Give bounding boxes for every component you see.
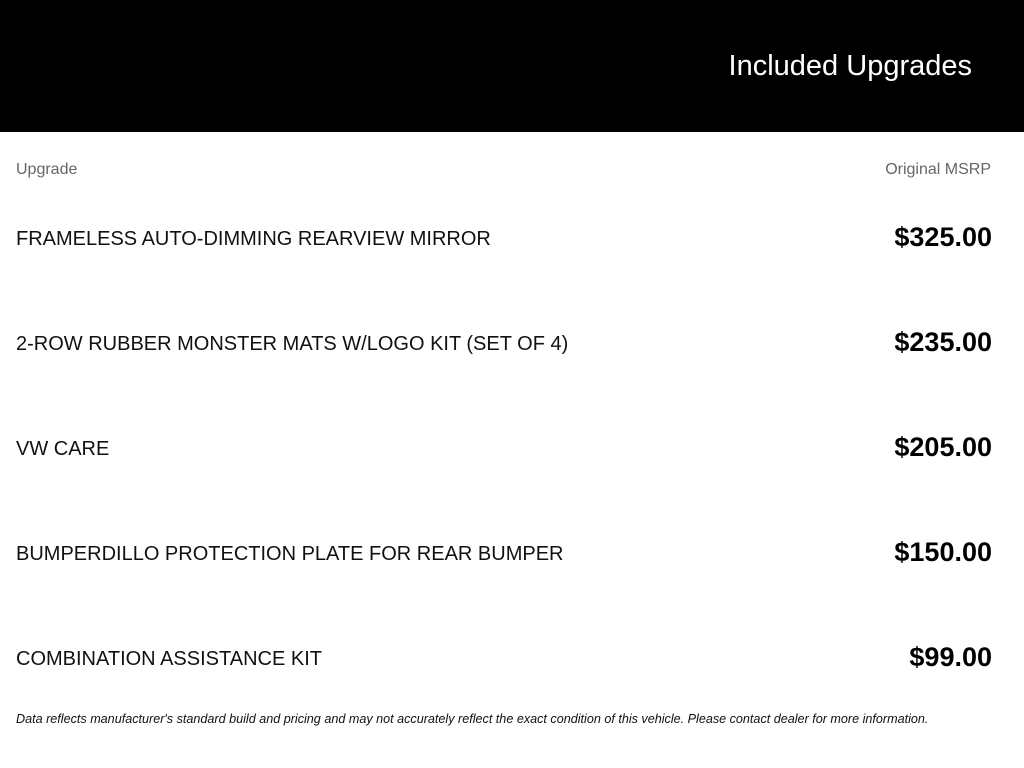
- upgrade-price: $325.00: [894, 222, 992, 252]
- column-header-msrp: Original MSRP: [885, 161, 991, 178]
- list-item: [0, 497, 1024, 602]
- upgrade-name: BUMPERDILLO PROTECTION PLATE FOR REAR BUMPER: [16, 543, 564, 565]
- upgrade-name: FRAMELESS AUTO-DIMMING REARVIEW MIRROR: [16, 228, 491, 250]
- page-title: Included Upgrades: [728, 50, 972, 82]
- list-item: [0, 182, 1024, 287]
- upgrade-price: $205.00: [894, 432, 992, 462]
- disclaimer-text: Data reflects manufacturer's standard build and pricing and may not accurately reflect the exact condition of this vehicle. Please contact dealer for more information.: [16, 712, 929, 726]
- list-item: [0, 602, 1024, 707]
- upgrade-name: 2-ROW RUBBER MONSTER MATS W/LOGO KIT (SET OF 4): [16, 333, 569, 355]
- upgrade-price: $99.00: [909, 642, 992, 672]
- upgrade-name: COMBINATION ASSISTANCE KIT: [16, 648, 322, 670]
- column-header-upgrade: Upgrade: [16, 161, 78, 178]
- list-item: [0, 287, 1024, 392]
- upgrade-name: VW CARE: [16, 438, 110, 460]
- list-item: [0, 392, 1024, 497]
- page-header: [0, 0, 1024, 132]
- upgrades-list: [0, 182, 1024, 707]
- upgrade-price: $235.00: [894, 327, 992, 357]
- upgrade-price: $150.00: [894, 537, 992, 567]
